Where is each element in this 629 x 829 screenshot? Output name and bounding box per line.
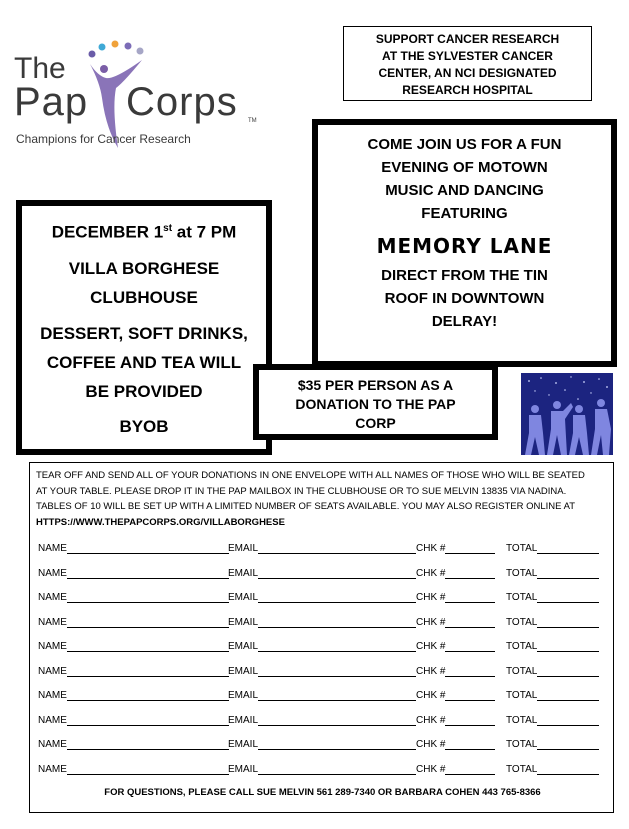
email-field[interactable]: [258, 739, 416, 750]
form-entry-row: [38, 617, 608, 631]
total-field[interactable]: [537, 568, 599, 579]
form-entry-row: [38, 592, 608, 606]
logo-trademark: TM: [248, 118, 257, 124]
chk-label: CHK #: [416, 543, 446, 554]
chk-label: CHK #: [416, 665, 446, 677]
email-field[interactable]: [258, 592, 416, 603]
name-field[interactable]: [67, 739, 229, 750]
email-field[interactable]: [258, 641, 416, 652]
form-entry-row: [38, 666, 608, 680]
support-line: CENTER, AN NCI DESIGNATED: [378, 66, 557, 80]
price-box: [253, 364, 498, 440]
support-research-box: [343, 26, 592, 101]
event-byob: BYOB: [119, 416, 169, 436]
name-label: NAME: [38, 690, 67, 701]
name-label: NAME: [38, 567, 67, 579]
event-details-box: [16, 200, 272, 455]
email-field[interactable]: [258, 715, 416, 726]
name-label: NAME: [38, 739, 67, 750]
logo-tagline: Champions for Cancer Research: [16, 132, 191, 146]
check-number-field[interactable]: [445, 739, 495, 750]
form-instructions: [36, 468, 608, 530]
email-label: EMAIL: [228, 592, 259, 603]
chk-label: CHK #: [416, 739, 446, 750]
event-invitation-box: [312, 119, 617, 367]
total-label: TOTAL: [506, 567, 538, 579]
total-label: TOTAL: [506, 616, 538, 628]
email-label: EMAIL: [228, 690, 259, 701]
registration-form: [29, 462, 614, 813]
dancers-silhouette-icon: [521, 373, 613, 455]
total-field[interactable]: [537, 666, 599, 677]
email-label: EMAIL: [228, 641, 259, 652]
instruction-line: TABLES OF 10 WILL BE SET UP WITH A LIMITED NUMBER OF SEATS AVAILABLE. YOU MAY ALSO REGISTER ONLINE AT: [36, 501, 576, 513]
invite-line: ROOF IN DOWNTOWN: [384, 290, 545, 307]
invite-line: DIRECT FROM THE TIN: [381, 267, 548, 284]
support-line: SUPPORT CANCER RESEARCH: [375, 32, 560, 46]
form-entry-row: [38, 739, 608, 753]
check-number-field[interactable]: [445, 690, 495, 701]
form-entry-row: [38, 715, 608, 729]
invite-line: DELRAY!: [431, 313, 498, 330]
chk-label: CHK #: [416, 641, 446, 652]
chk-label: CHK #: [416, 714, 446, 726]
event-refreshments: DESSERT, SOFT DRINKS, COFFEE AND TEA WILL BE PROVIDED: [40, 323, 248, 401]
chk-label: CHK #: [416, 567, 446, 579]
total-field[interactable]: [537, 690, 599, 701]
email-field[interactable]: [258, 543, 416, 554]
event-date: DECEMBER 1st at 7 PM: [51, 222, 237, 242]
check-number-field[interactable]: [445, 617, 495, 628]
email-label: EMAIL: [228, 714, 259, 726]
total-field[interactable]: [537, 592, 599, 603]
email-field[interactable]: [258, 568, 416, 579]
total-field[interactable]: [537, 715, 599, 726]
invite-line: MUSIC AND DANCING: [385, 182, 544, 199]
support-line: AT THE SYLVESTER CANCER: [382, 49, 553, 63]
form-entry-row: [38, 764, 608, 778]
logo-word-corps: Corps: [126, 80, 238, 124]
check-number-field[interactable]: [445, 666, 495, 677]
name-label: NAME: [38, 592, 67, 603]
name-label: NAME: [38, 665, 67, 677]
email-field[interactable]: [258, 617, 416, 628]
total-label: TOTAL: [506, 641, 538, 652]
check-number-field[interactable]: [445, 568, 495, 579]
form-entry-row: [38, 690, 608, 704]
price-line: $35 PER PERSON AS A: [297, 377, 454, 393]
form-entry-row: [38, 641, 608, 655]
instruction-line: TEAR OFF AND SEND ALL OF YOUR DONATIONS IN ONE ENVELOPE WITH ALL NAMES OF THOSE WHO WILL BE SEATED: [36, 470, 585, 481]
name-field[interactable]: [67, 641, 229, 652]
dancers-image: [521, 373, 613, 455]
logo-word-the: The: [14, 52, 66, 85]
name-field[interactable]: [67, 543, 229, 554]
invite-line: EVENING OF MOTOWN: [381, 159, 548, 176]
registration-url[interactable]: HTTPS://WWW.THEPAPCORPS.ORG/VILLABORGHESE: [36, 516, 285, 528]
total-field[interactable]: [537, 641, 599, 652]
form-entry-row: [38, 543, 608, 557]
check-number-field[interactable]: [445, 764, 495, 775]
name-field[interactable]: [67, 617, 229, 628]
check-number-field[interactable]: [445, 641, 495, 652]
name-field[interactable]: [67, 592, 229, 603]
support-line: RESEARCH HOSPITAL: [402, 83, 533, 97]
total-label: TOTAL: [506, 714, 538, 726]
email-label: EMAIL: [228, 665, 259, 677]
email-label: EMAIL: [228, 739, 259, 750]
total-field[interactable]: [537, 764, 599, 775]
logo-word-pap: Pap: [14, 80, 89, 124]
total-field[interactable]: [537, 739, 599, 750]
name-label: NAME: [38, 543, 67, 554]
name-label: NAME: [38, 763, 67, 775]
price-line: DONATION TO THE PAP: [295, 396, 456, 412]
name-field[interactable]: [67, 715, 229, 726]
total-label: TOTAL: [506, 543, 538, 554]
chk-label: CHK #: [416, 616, 446, 628]
form-entry-row: [38, 568, 608, 582]
chk-label: CHK #: [416, 592, 446, 603]
email-label: EMAIL: [228, 616, 259, 628]
check-number-field[interactable]: [445, 715, 495, 726]
contact-footer: FOR QUESTIONS, PLEASE CALL SUE MELVIN 561 289-7340 OR BARBARA COHEN 443 765-8366: [104, 787, 541, 798]
check-number-field[interactable]: [445, 592, 495, 603]
email-field[interactable]: [258, 666, 416, 677]
name-field[interactable]: [67, 690, 229, 701]
instruction-line: AT YOUR TABLE. PLEASE DROP IT IN THE PAP MAILBOX IN THE CLUBHOUSE OR TO SUE MELVIN 13835 VIA NADINA.: [36, 485, 567, 497]
email-label: EMAIL: [228, 543, 259, 554]
total-label: TOTAL: [506, 665, 538, 677]
name-field[interactable]: [67, 666, 229, 677]
invite-line: COME JOIN US FOR A FUN: [367, 136, 562, 153]
email-label: EMAIL: [228, 763, 259, 775]
total-label: TOTAL: [506, 592, 538, 603]
name-label: NAME: [38, 641, 67, 652]
total-label: TOTAL: [506, 763, 538, 775]
price-line: CORP: [355, 415, 396, 431]
name-label: NAME: [38, 616, 67, 628]
name-label: NAME: [38, 714, 67, 726]
chk-label: CHK #: [416, 690, 446, 701]
name-field[interactable]: [67, 764, 229, 775]
email-field[interactable]: [258, 764, 416, 775]
pap-corps-logo: [14, 38, 274, 168]
total-field[interactable]: [537, 543, 599, 554]
email-label: EMAIL: [228, 567, 259, 579]
name-field[interactable]: [67, 568, 229, 579]
total-label: TOTAL: [506, 690, 538, 701]
check-number-field[interactable]: [445, 543, 495, 554]
band-name: MEMORY LANE: [376, 234, 553, 258]
total-field[interactable]: [537, 617, 599, 628]
total-label: TOTAL: [506, 739, 538, 750]
chk-label: CHK #: [416, 763, 446, 775]
email-field[interactable]: [258, 690, 416, 701]
event-venue: VILLA BORGHESE CLUBHOUSE: [68, 258, 220, 307]
invite-line: FEATURING: [421, 205, 508, 222]
